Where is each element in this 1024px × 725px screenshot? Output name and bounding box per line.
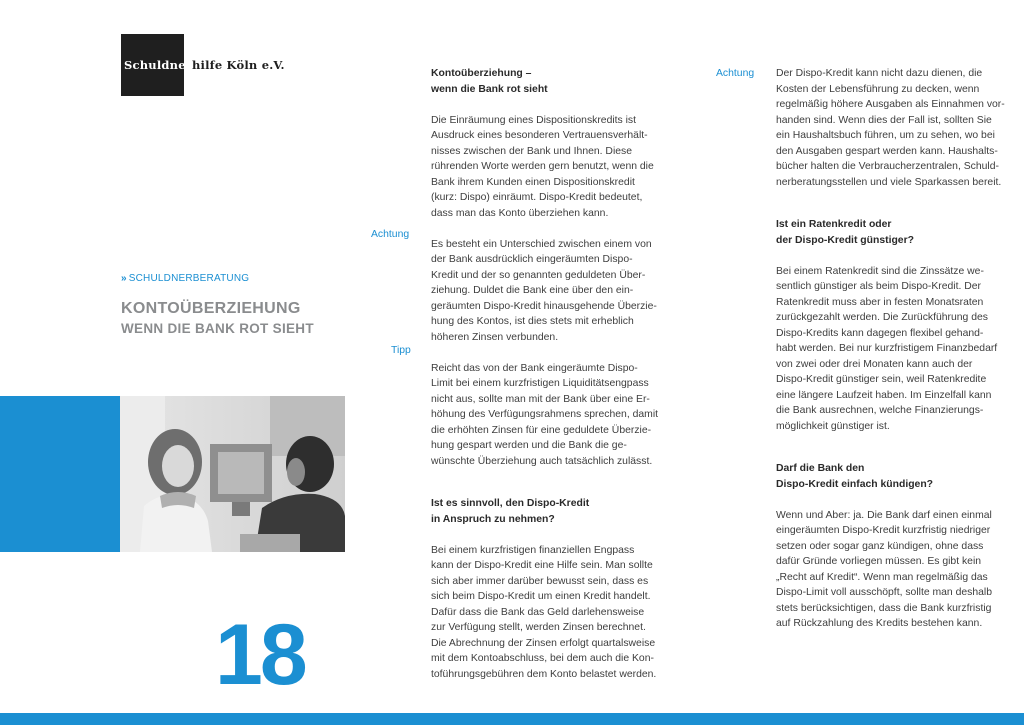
heading-sinnvoll: Ist es sinnvoll, den Dispo-Kredit in Anspruch zu nehmen?	[431, 498, 590, 525]
logo-part-1: Schuldner	[124, 58, 192, 72]
section-label	[121, 273, 249, 284]
page-subtitle: WENN DIE BANK ROT SIEHT	[121, 321, 314, 336]
paragraph-lebensfuehrung: Der Dispo-Kredit kann nicht dazu dienen, die Kosten der Lebensführung zu decken, wenn regelmäßig höhere Ausgaben als Einnahmen vor- handen sind. Wenn dies der Fall ist, sollten Sie ein Haushaltsbuch führen, um zu sehen, wo bei den Ausgaben gespart werden kann. Haushalts- bücher halten die Verbraucherzentralen, Schuld- nerberatungsstellen und viele Sparkassen bereit.	[776, 68, 1005, 188]
photo-consultation	[120, 396, 345, 552]
paragraph-tipp: Reicht das von der Bank eingeräumte Dispo- Limit bei einem kurzfristigen Liquiditätsengpass nicht aus, sollte man mit der Bank über eine Er- höhung des Verfügungsrahmens sprechen, damit die erhöhten Zinsen für eine geduldete Überzie- hung gespart werden und die Bank die ge- wünschte Überziehung auch tatsächlich zulässt.	[431, 362, 659, 467]
paragraph-intro: Die Einräumung eines Dispositionskredits ist Ausdruck eines besonderen Vertrauensverhält- nisses zwischen der Bank und Ihnen. Diese rührenden Worte werden gern benutzt, wenn die Bank ihrem Kunden einen Dispositionskredit (kurz: Dispo) einräumt. Dispo-Kredit bedeutet, dass man das Konto überziehen kann.	[431, 114, 654, 219]
chevron-right-icon: »	[121, 273, 127, 284]
logo-part-2: hilfe Köln e.V.	[191, 58, 285, 72]
heading-kontoueberziehung: Kontoüberziehung – wenn die Bank rot sieht	[431, 68, 548, 95]
heading-ratenkredit: Ist ein Ratenkredit oder der Dispo-Kredit günstiger?	[776, 219, 914, 246]
accent-block	[0, 396, 120, 552]
page-number: 18	[215, 607, 305, 703]
section-label-text: SCHULDNERBERATUNG	[128, 273, 250, 284]
paragraph-engpass: Bei einem kurzfristigen finanziellen Engpass kann der Dispo-Kredit eine Hilfe sein. Man sollte sich aber immer darüber bewusst sein, dass es sich beim Dispo-Kredit um einen Kredit handelt. Dafür dass die Bank das Geld darlehensweise zur Verfügung stellt, werden Zinsen berechnet. Die Abrechnung der Zinsen erfolgt quartalsweise mit dem Kontoabschluss, bei dem auch die Kon- toführungsgebühren dem Konto belastet werden.	[431, 544, 657, 680]
paragraph-ratenkredit: Bei einem Ratenkredit sind die Zinssätze we- sentlich günstiger als beim Dispo-Kredit. Der Ratenkredit muss aber in festen Monatsraten zurückgezahlt werden. Die Zurückführung des Dispo-Kredits kann dagegen flexibel gehand- habt werden. Bei nur kurzfristigem Finanzbedarf von zwei oder drei Monaten kann auch der Dispo-Kredit günstiger sein, weil Ratenkredite eine längere Laufzeit haben. Im Einzelfall kann die Bank ausrechnen, welche Finanzierungs- möglichkeit günstiger ist.	[776, 265, 998, 432]
page-title: KONTOÜBERZIEHUNG	[121, 300, 301, 317]
logo	[124, 58, 285, 72]
paragraph-achtung: Es besteht ein Unterschied zwischen einem von der Bank ausdrücklich eingeräumten Dispo- Kredit und der so genannten geduldeten Über- ziehung. Duldet die Bank eine über den ein- geräumten Dispo-Kredit hinausgehende Überzie- hung des Kontos, ist dies stets mit erheblich höheren Zinsen verbunden.	[431, 238, 657, 343]
heading-kuendigen: Darf die Bank den Dispo-Kredit einfach kündigen?	[776, 463, 934, 490]
marker-achtung: Achtung	[371, 229, 410, 240]
bottom-accent-bar	[0, 713, 1024, 725]
middle-column	[431, 66, 671, 698]
paragraph-kuendigen: Wenn und Aber: ja. Die Bank darf einen einmal eingeräumten Dispo-Kredit kurzfristig niedriger setzen oder sogar ganz kündigen, ohne dass dafür Gründe vorliegen müssen. Es gibt kein „Recht auf Kredit“. Wenn man regelmäßig das Dispo-Limit voll ausschöpft, sollte man deshalb stets berücksichtigen, dass die Bank kurzfristig auf Rückzahlung des Kredits bestehen kann.	[776, 509, 992, 629]
right-column	[776, 66, 1016, 647]
photo-illustration	[120, 396, 345, 552]
marker-tipp: Tipp	[391, 345, 411, 356]
marker-achtung-right: Achtung	[716, 68, 755, 79]
